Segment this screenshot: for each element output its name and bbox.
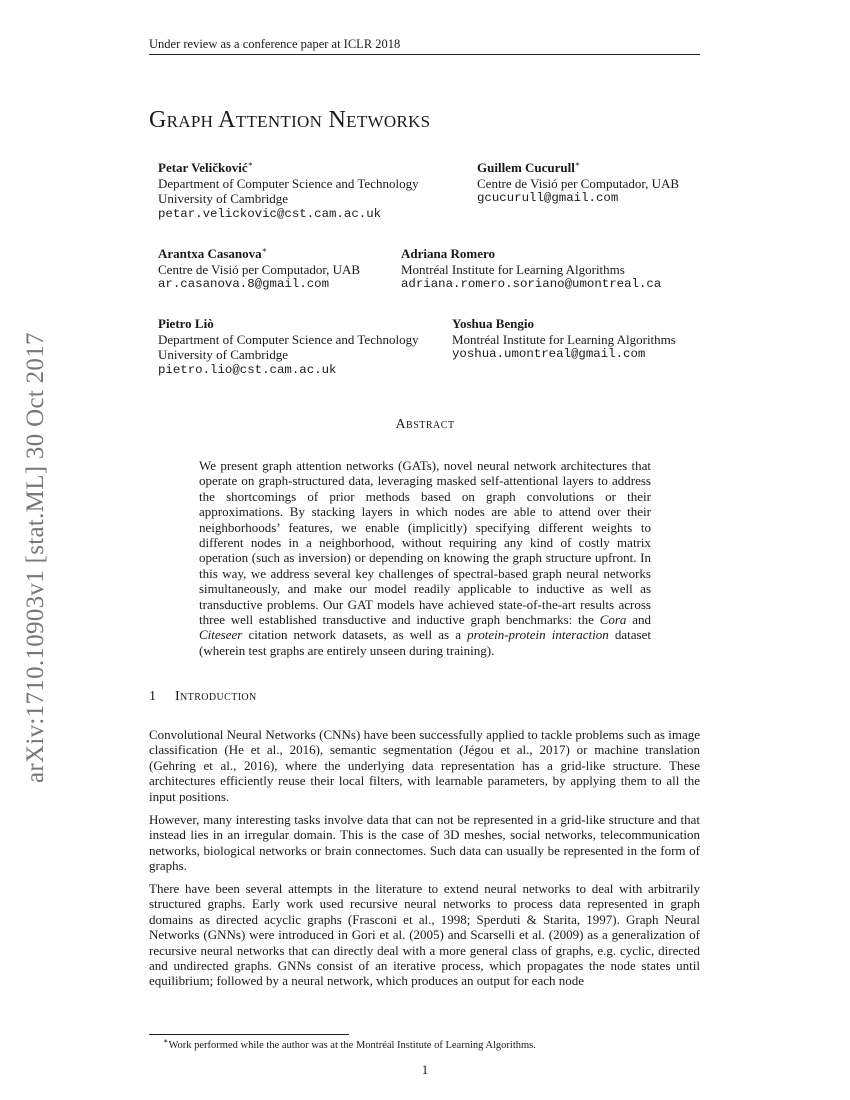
author-block [158,316,419,378]
header-rule [149,54,700,55]
author-block [158,160,419,222]
author-affiliation: Montréal Institute for Learning Algorithms [401,261,625,277]
abstract-dataset-citeseer: Citeseer [199,627,243,643]
author-name: Petar Veličković [158,160,248,175]
author-affiliation: University of Cambridge [158,191,288,206]
author-email[interactable]: gcucurull@gmail.com [477,191,619,205]
footnote-text: Work performed while the author was at the Montréal Institute of Learning Algorithms. [168,1040,536,1051]
intro-paragraph: However, many interesting tasks involve data that can not be represented in a grid-like structure and that instead lies in an irregular domain. This is the case of 3D meshes, social networks, telecommunication networks, biological networks or brain connectomes. Such data can usually be represented in the form of graphs. [149,812,700,874]
intro-paragraph: Convolutional Neural Networks (CNNs) have been successfully applied to tackle problems such as image classification (He et al., 2016), semantic segmentation (Jégou et al., 2017) or machine translation (Gehring et al., 2016), where the underlying data representation has a grid-like structure. These architectures efficiently reuse their local filters, with learnable parameters, by applying them to all the input positions. [149,727,700,804]
abstract-text: and [626,612,651,628]
abstract-text: dataset (wherein test graphs are entirely unseen during training). [199,627,651,658]
abstract-text: citation network datasets, as well as a [242,627,468,643]
section-number: 1 [149,689,156,704]
abstract-dataset-cora: Cora [599,612,627,628]
author-email[interactable]: adriana.romero.soriano@umontreal.ca [401,277,662,291]
author-footnote-mark: ∗ [574,159,581,169]
author-affiliation: Department of Computer Science and Technology [158,331,419,347]
page-number: 1 [421,1062,429,1077]
author-affiliation: University of Cambridge [158,347,288,362]
intro-paragraph: There have been several attempts in the literature to extend neural networks to deal with arbitrarily structured graphs. Early work used recursive neural networks to process data represented in graph domains as directed acyclic graphs (Frasconi et al., 1998; Sperduti & Starita, 1997). Graph Neural Networks (GNNs) were introduced in Gori et al. (2005) and Scarselli et al. (2009) as a generalization of recursive neural networks that can directly deal with a more general class of graphs, e.g. cyclic, directed and undirected graphs. GNNs consist of an iterative process, which propagates the node states until equilibrium; followed by a neural network, which produces an output for each node [149,881,700,989]
author-block [158,246,360,293]
author-name: Guillem Cucurull [477,160,575,175]
footnote [149,1036,536,1051]
author-block [477,160,679,207]
author-name: Yoshua Bengio [452,316,534,331]
abstract-dataset-ppi: protein-protein interaction [467,627,609,643]
abstract-heading: Abstract [395,417,455,432]
arxiv-side-identifier: arXiv:1710.10903v1 [stat.ML] 30 Oct 2017 [22,332,49,783]
paper-title: Graph Attention Networks [149,107,431,133]
author-name: Adriana Romero [401,246,496,261]
author-email[interactable]: yoshua.umontreal@gmail.com [452,347,646,361]
author-footnote-mark: ∗ [261,245,268,255]
abstract-body [199,458,651,658]
author-affiliation: Centre de Visió per Computador, UAB [158,261,361,277]
author-affiliation: Centre de Visió per Computador, UAB [477,175,680,191]
author-name: Pietro Liò [158,316,214,331]
author-name: Arantxa Casanova [158,246,262,261]
abstract-text: We present graph attention networks (GATs), novel neural network architectures that operate on graph-structured data, leveraging masked self-attentional layers to address the shortcomings of prior methods based on graph convolutions or their approximations. By stacking layers in which nodes are able to attend over their neighborhoods’ features, we enable (implicitly) specifying different weights to different nodes in a neighborhood, without requiring any kind of costly matrix operation (such as inversion) or depending on knowing the graph structure upfront. In this way, we address several key challenges of spectral-based graph neural networks simultaneously, and make our model readily applicable to inductive as well as transductive problems. Our GAT models have achieved state-of-the-art results across three well established transductive and inductive graph benchmarks: the [199,458,651,628]
author-block [401,246,661,293]
section-title: Introduction [175,689,257,704]
author-footnote-mark: ∗ [247,159,254,169]
author-affiliation: Department of Computer Science and Technology [158,175,419,191]
running-header: Under review as a conference paper at ICLR 2018 [149,37,401,51]
section-heading [149,689,257,705]
footnote-mark: ∗ [163,1036,169,1046]
author-block [452,316,676,363]
author-email[interactable]: petar.velickovic@cst.cam.ac.uk [158,206,382,221]
author-affiliation: Montréal Institute for Learning Algorithms [452,331,676,347]
author-email[interactable]: ar.casanova.8@gmail.com [158,277,330,291]
footnote-rule [149,1034,349,1035]
author-email[interactable]: pietro.lio@cst.cam.ac.uk [158,362,337,377]
